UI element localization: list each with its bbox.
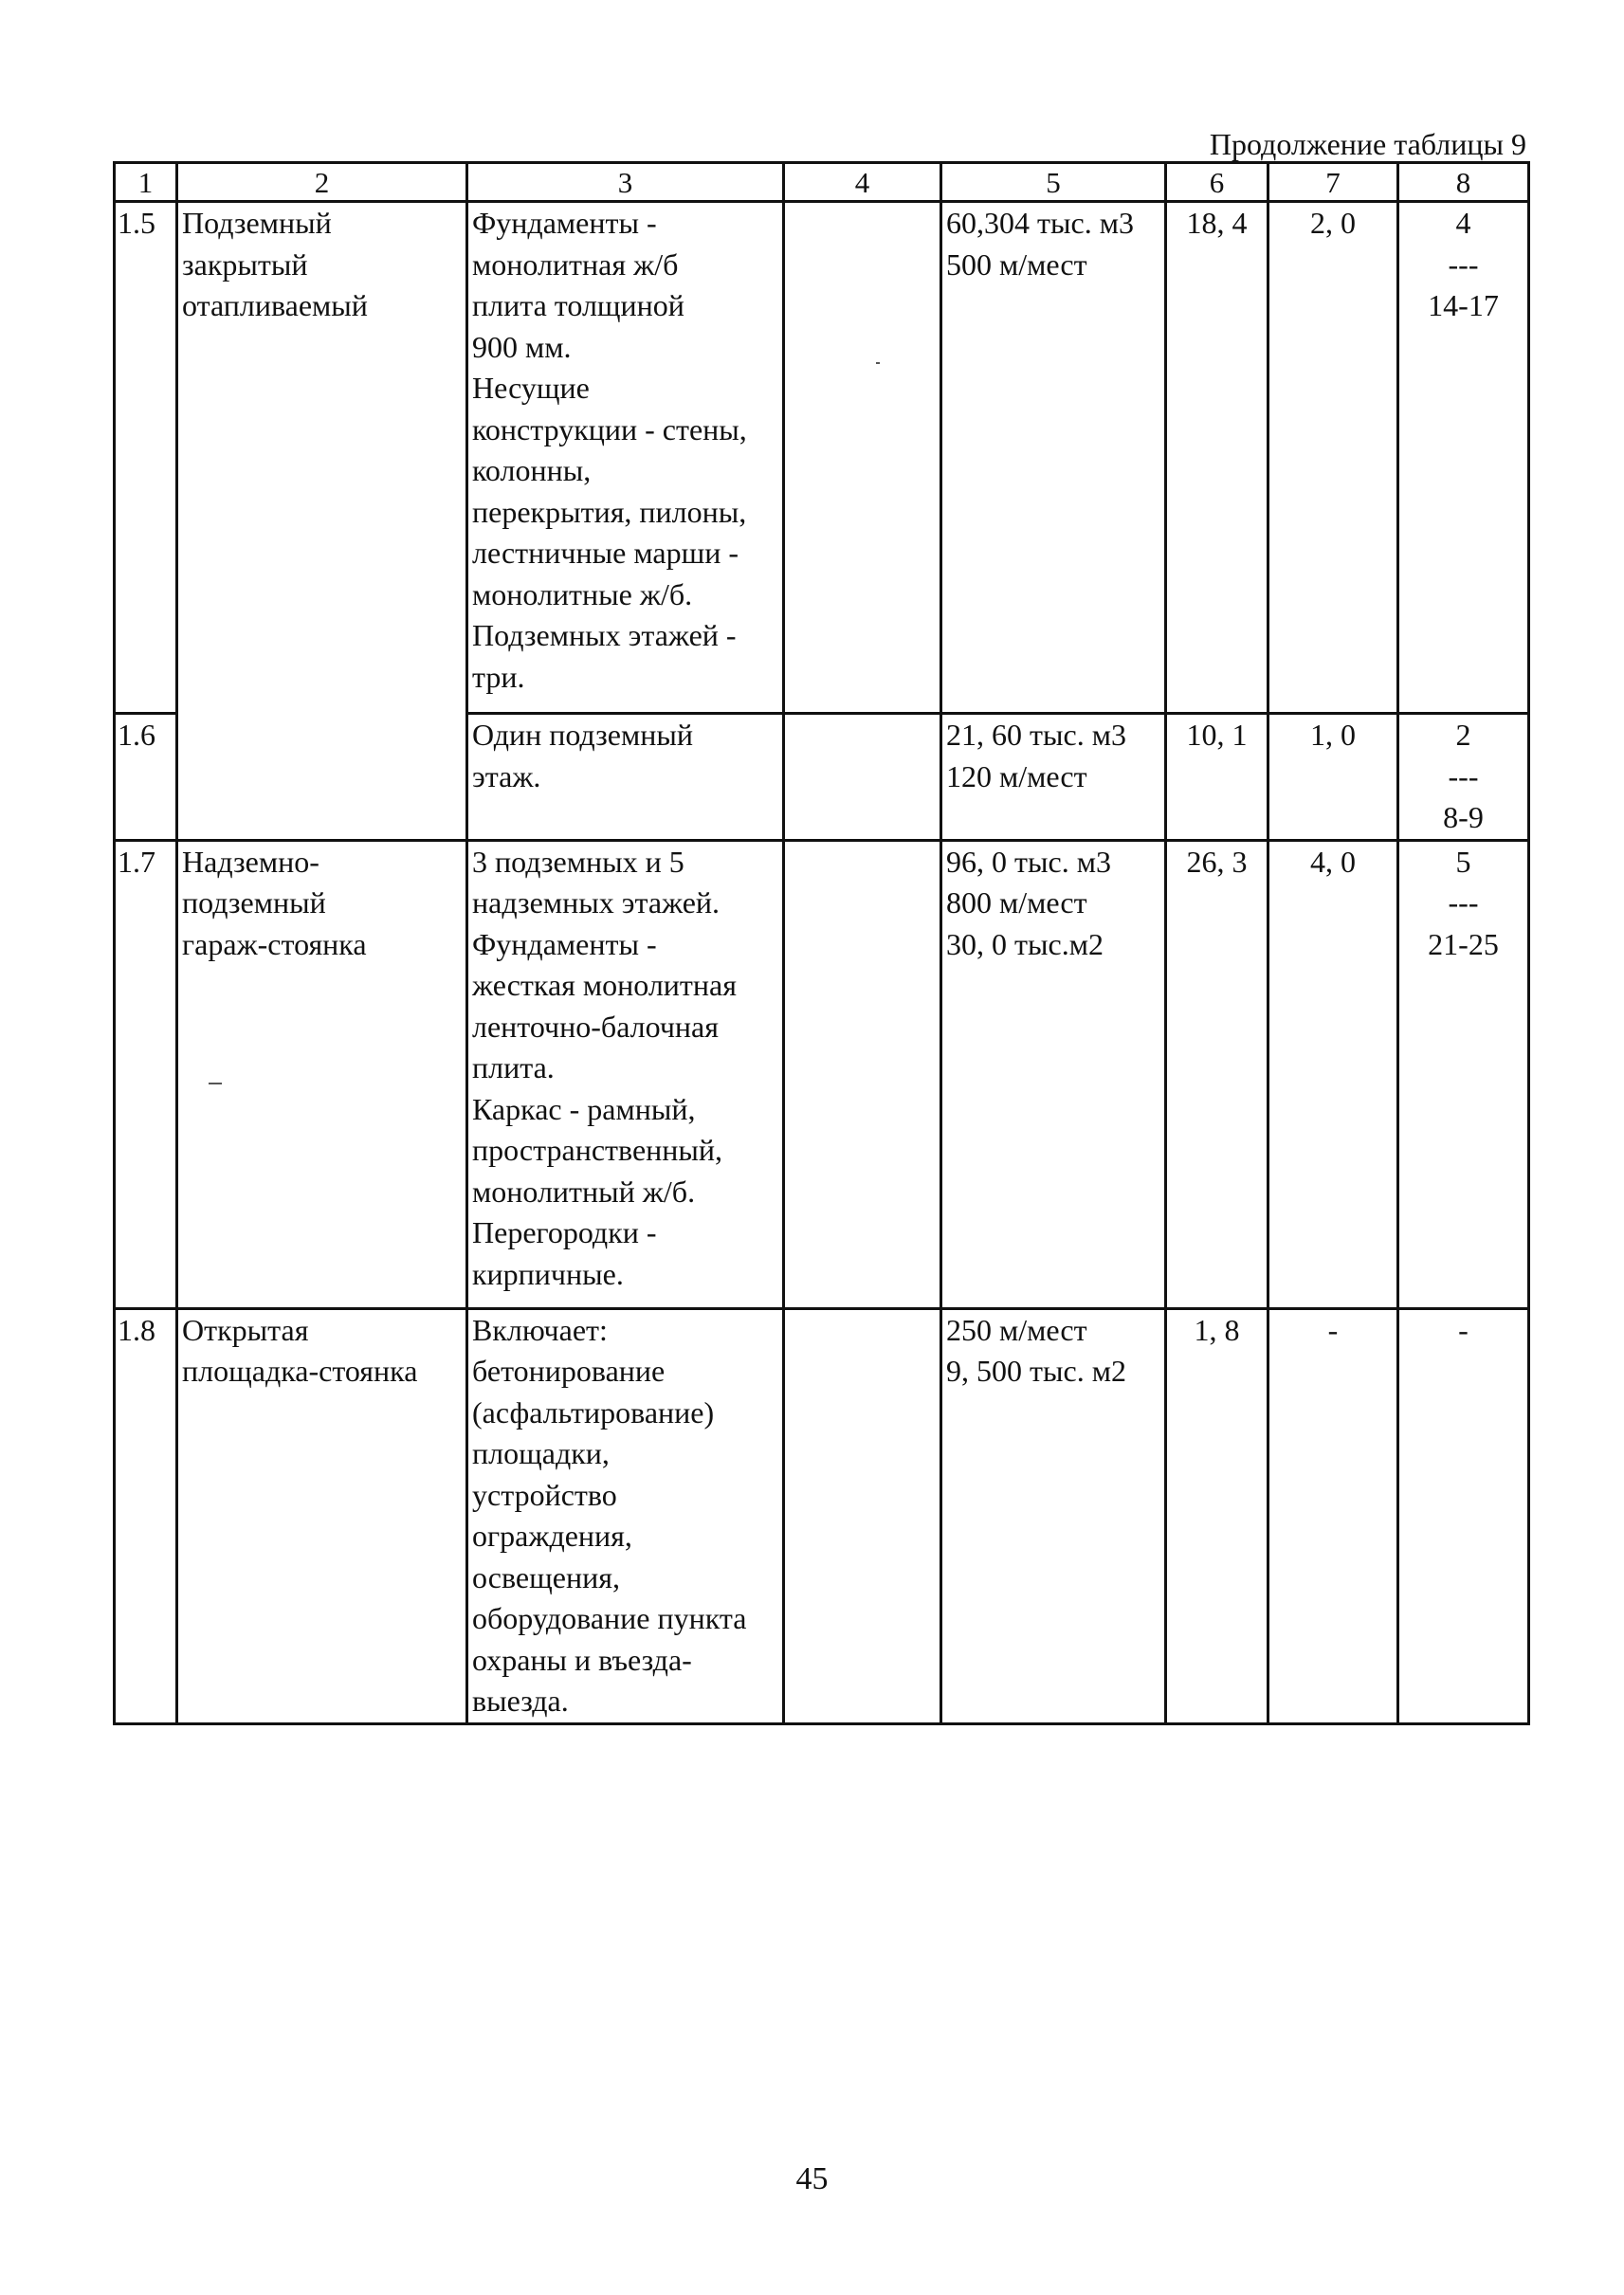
column-header: 3: [467, 163, 784, 202]
column-4-cell: [784, 1308, 941, 1723]
column-8-cell: 5 --- 21-25: [1398, 840, 1529, 1308]
volume-cell: 250 м/мест 9, 500 тыс. м2: [941, 1308, 1166, 1723]
column-4-cell: [784, 202, 941, 714]
scan-speck: [876, 362, 880, 364]
column-8-cell: 4 --- 14-17: [1398, 202, 1529, 714]
object-description: 3 подземных и 5 надземных этажей. Фундаменты - жесткая монолитная ленточно-балочная плита. Каркас - рамный, пространственный, монолитный ж/б. Перегородки - кирпичные.: [467, 840, 784, 1308]
column-header: 7: [1268, 163, 1398, 202]
column-header: 4: [784, 163, 941, 202]
column-7-cell: 2, 0: [1268, 202, 1398, 714]
column-6-cell: 1, 8: [1166, 1308, 1268, 1723]
row-number: 1.8: [115, 1308, 177, 1723]
column-4-cell: [784, 714, 941, 841]
table-row: [115, 202, 1529, 714]
object-name: Надземно- подземный гараж-стоянка: [177, 840, 467, 1308]
table-header-row: [115, 163, 1529, 202]
table-row: [115, 1308, 1529, 1723]
table-caption: Продолжение таблицы 9: [1209, 127, 1526, 161]
column-8-cell: 2 --- 8-9: [1398, 714, 1529, 841]
column-4-cell: [784, 840, 941, 1308]
object-description: Фундаменты - монолитная ж/б плита толщиной 900 мм. Несущие конструкции - стены, колонны, перекрытия, пилоны, лестничные марши - монолитные ж/б. Подземных этажей - три.: [467, 202, 784, 714]
column-7-cell: 1, 0: [1268, 714, 1398, 841]
object-description: Один подземный этаж.: [467, 714, 784, 841]
column-7-cell: -: [1268, 1308, 1398, 1723]
column-header: 8: [1398, 163, 1529, 202]
data-table: [113, 161, 1530, 1725]
volume-cell: 96, 0 тыс. м3 800 м/мест 30, 0 тыс.м2: [941, 840, 1166, 1308]
table-row: [115, 840, 1529, 1308]
row-number: 1.6: [115, 714, 177, 841]
row-number: 1.7: [115, 840, 177, 1308]
column-header: 1: [115, 163, 177, 202]
column-8-cell: -: [1398, 1308, 1529, 1723]
object-name: Подземный закрытый отапливаемый: [177, 202, 467, 841]
column-7-cell: 4, 0: [1268, 840, 1398, 1308]
row-number: 1.5: [115, 202, 177, 714]
volume-cell: 21, 60 тыс. м3 120 м/мест: [941, 714, 1166, 841]
object-name: Открытая площадка-стоянка: [177, 1308, 467, 1723]
object-description: Включает: бетонирование (асфальтирование) площадки, устройство ограждения, освещения, оборудование пункта охраны и въезда- выезда.: [467, 1308, 784, 1723]
column-header: 5: [941, 163, 1166, 202]
column-6-cell: 26, 3: [1166, 840, 1268, 1308]
scan-speck: [209, 1083, 222, 1084]
page-number: 45: [795, 2161, 829, 2196]
column-6-cell: 10, 1: [1166, 714, 1268, 841]
volume-cell: 60,304 тыс. м3 500 м/мест: [941, 202, 1166, 714]
column-6-cell: 18, 4: [1166, 202, 1268, 714]
column-header: 2: [177, 163, 467, 202]
column-header: 6: [1166, 163, 1268, 202]
